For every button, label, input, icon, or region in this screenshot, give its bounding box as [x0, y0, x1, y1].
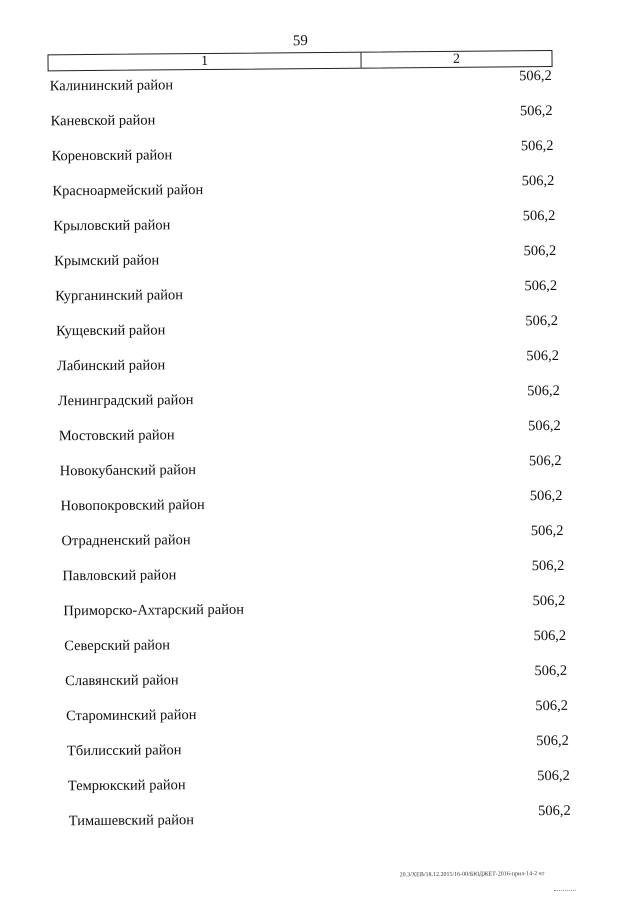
district-name: Отрадненский район: [61, 532, 191, 550]
district-name: Кущевский район: [55, 322, 166, 340]
table-row: [1, 137, 640, 169]
district-value: 506,2: [522, 207, 556, 225]
district-name: Ленинградский район: [57, 392, 194, 410]
header-col-2: 2: [452, 51, 461, 67]
table-row: [6, 627, 640, 659]
district-name: Новокубанский район: [59, 462, 197, 480]
district-value: 506,2: [527, 382, 560, 400]
district-name: Староминский район: [65, 707, 197, 725]
footer-code: 20.3/ХЕВ/18.12.2015/16-00/БЮДЖЕТ-2016-прил-14-2 чт: [399, 871, 545, 879]
district-name: Темрюкский район: [67, 777, 186, 795]
district-value: 506,2: [523, 242, 557, 260]
table-row: [6, 697, 640, 729]
district-value: 506,2: [533, 627, 567, 645]
district-name: Курганинский район: [55, 287, 184, 305]
district-value: 506,2: [535, 697, 569, 715]
district-name: Славянский район: [65, 672, 179, 690]
district-value: 506,2: [537, 802, 571, 820]
district-value: 506,2: [528, 417, 561, 435]
district-name: Северский район: [64, 637, 171, 655]
table-row: [4, 487, 640, 519]
table-row: [5, 557, 640, 589]
district-name: Красноармейский район: [52, 182, 204, 200]
footer-mark: [554, 890, 576, 893]
district-name: Крымский район: [54, 252, 160, 270]
district-name: Лабинский район: [56, 357, 166, 375]
district-value: 506,2: [528, 452, 562, 470]
table-row: [6, 732, 640, 764]
district-value: 506,2: [519, 102, 553, 120]
district-name: Приморско-Ахтарский район: [63, 601, 245, 620]
district-value: 506,2: [534, 662, 568, 680]
district-value: 506,2: [521, 172, 555, 190]
district-value: 506,2: [530, 522, 564, 540]
district-value: 506,2: [525, 312, 559, 330]
district-value: 506,2: [526, 347, 559, 365]
page-number: 59: [292, 33, 308, 50]
district-name: Калининский район: [49, 77, 174, 95]
district-name: Мостовский район: [58, 427, 175, 445]
table-row: [7, 802, 640, 834]
district-name: Крыловский район: [53, 217, 171, 235]
table-row: [3, 347, 640, 379]
table-row: [3, 382, 640, 414]
district-name: Каневской район: [50, 112, 156, 130]
table-row: [1, 67, 640, 99]
district-value: 506,2: [537, 767, 570, 785]
header-col-1: 1: [48, 53, 361, 71]
table-row: [7, 767, 640, 799]
district-name: Новопокровский район: [60, 497, 205, 515]
district-name: Кореновский район: [51, 147, 173, 165]
district-value: 506,2: [532, 592, 566, 610]
district-value: 506,2: [518, 67, 552, 85]
table-row: [2, 207, 640, 239]
table-header: [47, 50, 552, 71]
district-value: 506,2: [536, 732, 569, 750]
district-value: 506,2: [531, 557, 565, 575]
district-value: 506,2: [524, 277, 558, 295]
table-row: [2, 172, 640, 204]
table-row: [3, 312, 640, 344]
district-value: 506,2: [529, 487, 563, 505]
table-row: [5, 592, 640, 624]
table-row: [4, 452, 640, 484]
table-row: [1, 102, 640, 134]
table-row: [5, 522, 640, 554]
district-name: Тимашевский район: [68, 812, 195, 830]
table-row: [3, 277, 640, 309]
district-name: Тбилисский район: [66, 742, 182, 760]
table-row: [4, 417, 640, 449]
table-row: [6, 662, 640, 694]
district-value: 506,2: [520, 137, 554, 155]
district-name: Павловский район: [62, 567, 177, 585]
table-row: [2, 242, 640, 274]
